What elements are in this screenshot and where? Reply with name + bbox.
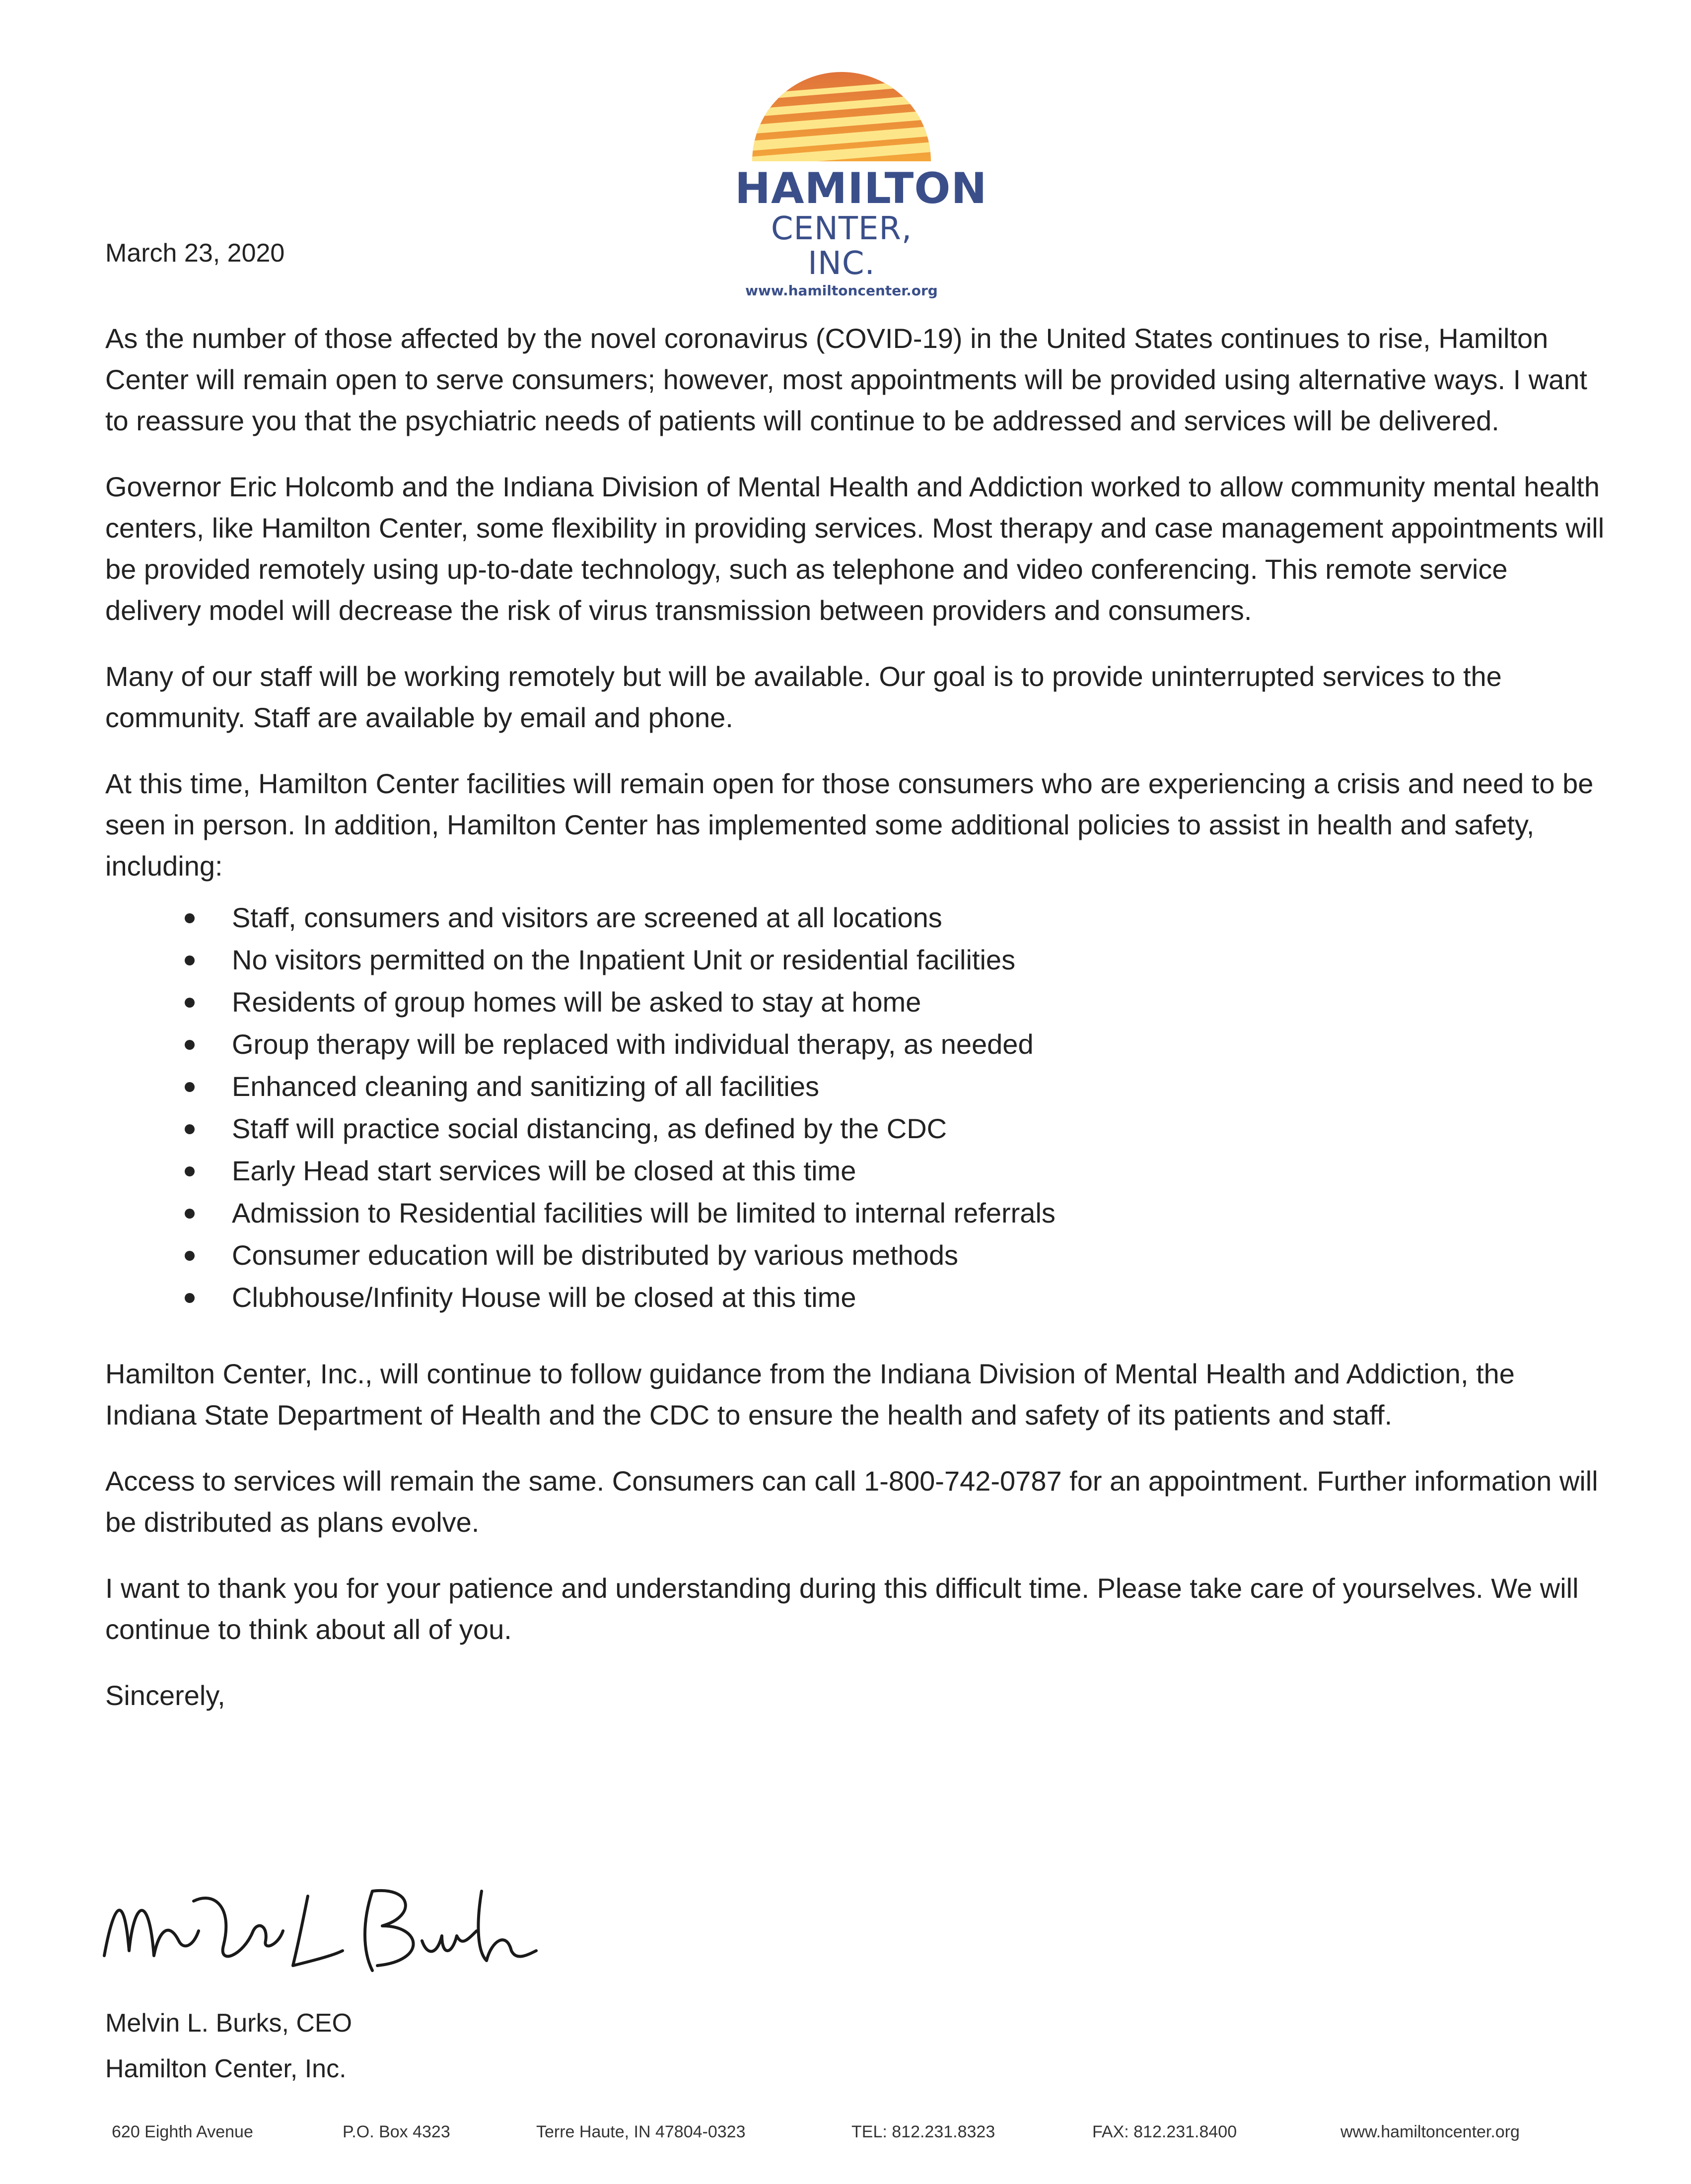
logo-subtitle: CENTER, INC. — [771, 210, 913, 282]
footer-telephone: TEL: 812.231.8323 — [851, 2122, 995, 2141]
bullet-icon — [185, 998, 195, 1008]
footer-website: www.hamiltoncenter.org — [1340, 2122, 1520, 2141]
signature — [94, 1871, 541, 1985]
bullet-icon — [185, 1251, 195, 1261]
bullet-icon — [185, 1293, 195, 1303]
list-item: Staff, consumers and visitors are screened at all locations — [185, 896, 1605, 939]
paragraph-5: Hamilton Center, Inc., will continue to follow guidance from the Indiana Division of Mental Health and Addiction, the Indiana State Department of Health and the CDC to ensure the health and safety of its patients and staff. — [105, 1358, 1515, 1431]
bullet-icon — [185, 1166, 195, 1176]
signer-organization: Hamilton Center, Inc. — [105, 2054, 347, 2083]
paragraph-2: Governor Eric Holcomb and the Indiana Division of Mental Health and Addiction worked to allow community mental health centers, like Hamilton Center, some flexibility in providing services. Most therapy and case management appointments will be provided remotely using up-to-date technology, such as telephone and video conferencing. This remote service delivery model will decrease the risk of virus transmission between providers and consumers. — [105, 471, 1605, 626]
list-item: Enhanced cleaning and sanitizing of all facilities — [185, 1065, 1605, 1107]
paragraph-4: At this time, Hamilton Center facilities will remain open for those consumers who are experiencing a crisis and need to be seen in person. In addition, Hamilton Center has implemented some additional policies to assist in health and safety, including: — [105, 768, 1594, 882]
paragraph-6: Access to services will remain the same. Consumers can call 1-800-742-0787 for an appointment. Further information will be distributed as plans evolve. — [105, 1465, 1598, 1538]
list-item: Clubhouse/Infinity House will be closed at this time — [185, 1276, 1605, 1318]
closing: Sincerely, — [105, 1680, 225, 1711]
list-item: Group therapy will be replaced with individual therapy, as needed — [185, 1023, 1605, 1065]
bullet-icon — [185, 913, 195, 923]
letter-body — [105, 318, 1605, 1741]
list-item: No visitors permitted on the Inpatient Unit or residential facilities — [185, 939, 1605, 981]
list-item: Admission to Residential facilities will be limited to internal referrals — [185, 1192, 1605, 1234]
paragraph-7: I want to thank you for your patience and understanding during this difficult time. Please take care of yourselves. We will continue to think about all of you. — [105, 1572, 1579, 1645]
bullet-icon — [185, 1124, 195, 1134]
policy-list — [105, 896, 1605, 1318]
footer-city: Terre Haute, IN 47804-0323 — [536, 2122, 746, 2141]
paragraph-1: As the number of those affected by the novel coronavirus (COVID-19) in the United States continues to rise, Hamilton Center will remain open to serve consumers; however, most appointments will be provided using alternative ways. I want to reassure you that the psychiatric needs of patients will continue to be addressed and services will be delivered. — [105, 323, 1587, 436]
signer-block — [105, 2000, 352, 2092]
footer-po-box: P.O. Box 4323 — [343, 2122, 450, 2141]
bullet-icon — [185, 1209, 195, 1219]
bullet-icon — [185, 1040, 195, 1050]
list-item: Early Head start services will be closed at this time — [185, 1150, 1605, 1192]
list-item: Consumer education will be distributed by various methods — [185, 1234, 1605, 1276]
list-item: Residents of group homes will be asked to stay at home — [185, 981, 1605, 1023]
sun-logo-icon — [750, 60, 933, 164]
footer-address: 620 Eighth Avenue — [112, 2122, 253, 2141]
footer-fax: FAX: 812.231.8400 — [1092, 2122, 1237, 2141]
list-item: Staff will practice social distancing, as defined by the CDC — [185, 1107, 1605, 1150]
letter-date: March 23, 2020 — [105, 239, 285, 268]
logo-name: HAMILTON — [735, 164, 987, 213]
letterhead-footer — [112, 2117, 1551, 2147]
bullet-icon — [185, 1082, 195, 1092]
hamilton-logo — [735, 60, 987, 301]
logo-url: www.hamiltoncenter.org — [745, 282, 938, 299]
bullet-icon — [185, 956, 195, 965]
paragraph-3: Many of our staff will be working remotely but will be available. Our goal is to provide uninterrupted services to the community. Staff are available by email and phone. — [105, 661, 1502, 733]
signer-name: Melvin L. Burks, CEO — [105, 2009, 352, 2038]
